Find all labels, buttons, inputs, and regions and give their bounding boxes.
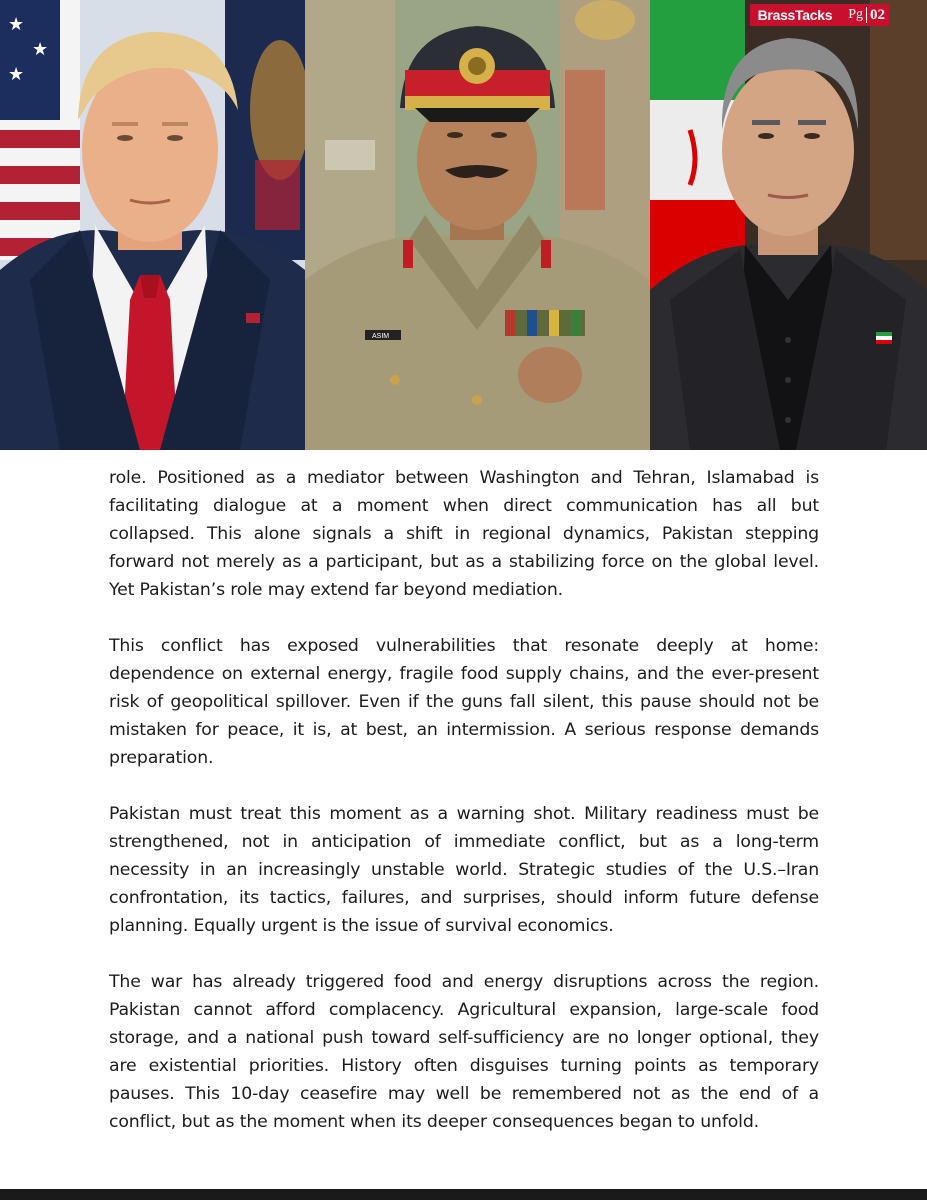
svg-text:★: ★ [8,64,25,84]
brand-logo: BrassTacks [757,7,833,23]
page-divider [866,7,867,23]
name-tag-text: ASIM [372,333,390,340]
paragraph-2: This conflict has exposed vulnerabilities that resonate deeply at home: dependence on external energy, fragile food supply chains, and the ever-present risk of geopolitical spillover. Even if the guns fall silent, this pause should not be mistaken for peace, it is, at best, an intermission. A serious response demands preparation. [109,636,819,768]
svg-text:★: ★ [32,39,49,59]
footer-bar [0,1189,927,1200]
publication-badge [750,4,889,26]
paragraph-1: role. Positioned as a mediator between Washington and Tehran, Islamabad is facilitating dialogue at a moment when direct communication has all but collapsed. This alone signals a shift in regional dynamics, Pakistan stepping forward not merely as a participant, but as a stabilizing force on the global level. Yet Pakistan’s role may extend far beyond mediation. [109,468,819,600]
article-body [109,464,819,1164]
paragraph-3: Pakistan must treat this moment as a warning shot. Military readiness must be strengthened, not in anticipation of immediate conflict, but as a long-term necessity in an increasingly unstable world. Strategic studies of the U.S.–Iran confrontation, its tactics, failures, and surprises, should inform future defense planning. Equally urgent is the issue of survival economics. [109,804,819,936]
photo-center [305,0,650,450]
page-label: Pg [848,7,863,22]
photo-left [0,0,305,450]
svg-text:★: ★ [8,14,25,34]
photo-strip [0,0,927,450]
page-number: 02 [870,6,885,23]
paragraph-4: The war has already triggered food and energy disruptions across the region. Pakistan cannot afford complacency. Agricultural expansion, large-scale food storage, and a national push toward self-sufficiency are no longer optional, they are existential priorities. History often disguises turning points as temporary pauses. This 10-day ceasefire may well be remembered not as the end of a conflict, but as the moment when its deeper consequences began to unfold. [109,972,819,1132]
photo-right [650,0,927,450]
